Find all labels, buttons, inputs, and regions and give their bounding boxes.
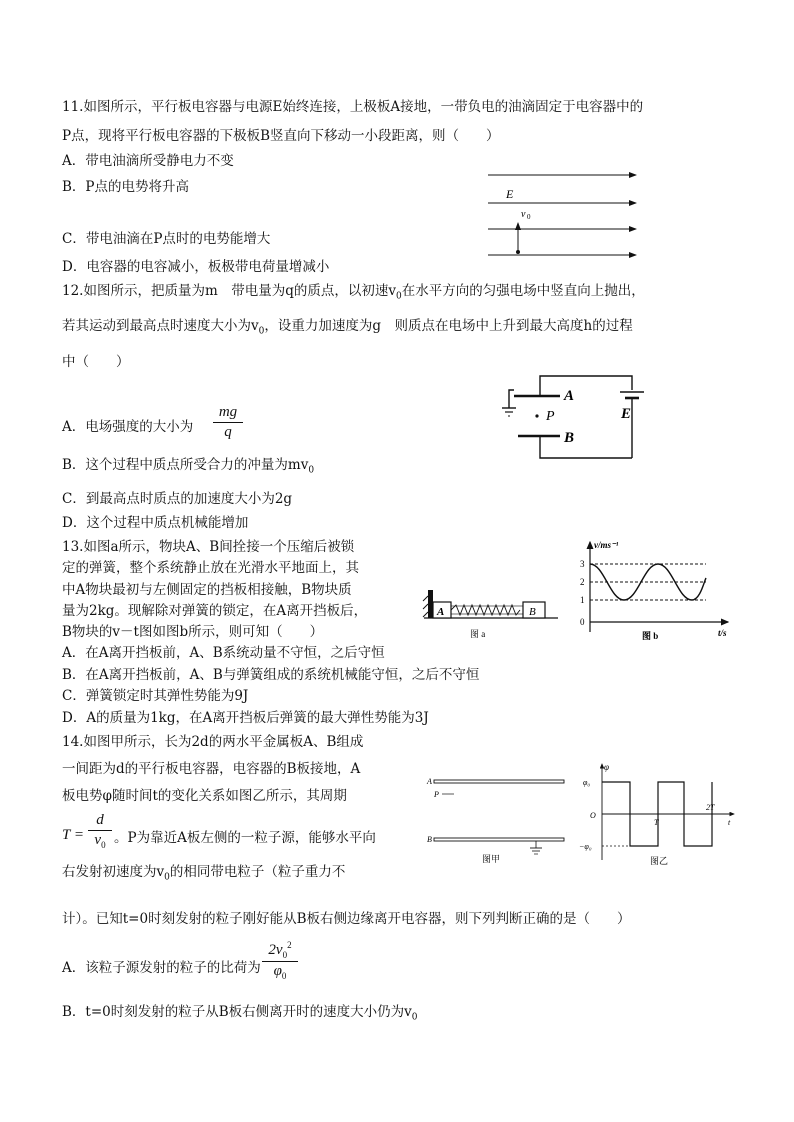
yi-label-phi: φ <box>604 762 609 772</box>
q14-stem-line1: 14.如图甲所示，长为2d的两水平金属板A、B组成 <box>62 734 364 750</box>
q13-stem-line2: 定的弹簧，整个系统静止放在光滑水平地面上，其 <box>62 560 359 576</box>
q11-option-c: C．带电油滴在P点时的电势能增大 <box>62 231 271 247</box>
capacitor-label-b: B <box>564 430 575 446</box>
yi-label-t-axis: t <box>728 818 731 827</box>
q14-option-a-fraction: $2v_0^2$ $\varphi_0$ <box>262 940 298 981</box>
yi-label-phi0: φ₀ <box>583 778 591 787</box>
yi-label-neg-phi0: −φ₀ <box>579 842 592 851</box>
square-wave-figure-yi <box>578 760 738 868</box>
jia-label-b: B <box>427 835 432 844</box>
electric-field-figure <box>484 165 644 270</box>
yi-label-2t: 2T <box>706 803 715 812</box>
figure-yi-caption: 图乙 <box>650 856 669 866</box>
field-label-e: E <box>506 187 514 201</box>
q12-stem-line3: 中（ ） <box>62 354 130 370</box>
capacitor-circuit-figure <box>492 370 662 465</box>
q13-option-d: D．A的质量为1kg，在A离开挡板后弹簧的最大弹性势能为3J <box>62 710 429 726</box>
field-label-v-sub: 0 <box>527 213 531 221</box>
q11-stem-line1: 11.如图所示，平行板电容器与电源E始终连接，上极板A接地，一带负电的油滴固定于电容器中的 <box>62 99 644 115</box>
figure-a-label-a: A <box>437 606 445 618</box>
q13-option-b: B．在A离开挡板前，A、B与弹簧组成的系统机械能守恒，之后不守恒 <box>62 667 480 683</box>
q12-stem-line1: 12.如图所示，把质量为m 带电量为q的质点，以初速$v_0$在水平方向的匀强电场中竖直向上抛出， <box>62 283 645 302</box>
vt-tick-2: 2 <box>580 577 585 587</box>
q12-stem-line2: 若其运动到最高点时速度大小为$v_0$，设重力加速度为g 则质点在电场中上升到最大高度h的过程 <box>62 318 633 337</box>
q14-stem-line3: 板电势φ随时间t的变化关系如图乙所示，其周期 <box>62 788 347 804</box>
capacitor-label-p: P <box>546 409 555 424</box>
figure-b-caption: 图 b <box>642 631 659 641</box>
q14-stem-line4: 。P为靠近A板左侧的一粒子源，能够水平向 <box>114 830 376 846</box>
q14-period-symbol: T = <box>62 827 84 843</box>
q12-option-a: A．电场强度的大小为 <box>62 419 194 435</box>
q11-option-a: A．带电油滴所受静电力不变 <box>62 153 234 169</box>
jia-label-p: P <box>434 790 439 799</box>
q13-option-c: C．弹簧锁定时其弹性势能为9J <box>62 688 249 704</box>
spring-blocks-figure-a <box>420 582 560 642</box>
q14-stem-line5: 右发射初速度为$v_0$的相同带电粒子（粒子重力不 <box>62 864 346 883</box>
jia-label-a: A <box>427 777 432 786</box>
yi-label-t-period: T <box>654 818 659 827</box>
q14-period-fraction: d $v_0$ <box>88 812 112 850</box>
q11-stem-line2: P点，现将平行板电容器的下极板B竖直向下移动一小段距离，则（ ） <box>62 128 500 144</box>
vt-graph-figure-b <box>566 538 736 644</box>
q13-stem-line1: 13.如图a所示，物块A、B间拴接一个压缩后被锁 <box>62 539 355 555</box>
figure-a-label-b: B <box>529 606 536 618</box>
q11-option-d: D．电容器的电容减小，板极带电荷量增减小 <box>62 259 330 275</box>
vt-tick-3: 3 <box>580 559 585 569</box>
q14-stem-line6: 计）。已知t=0时刻发射的粒子刚好能从B板右侧边缘离开电容器，则下列判断正确的是（ ） <box>62 911 631 927</box>
q13-stem-line4: 量为2kg。现解除对弹簧的锁定，在A离开挡板后， <box>62 603 368 619</box>
vt-graph-xlabel: t/s <box>718 628 727 638</box>
figure-jia-caption: 图甲 <box>482 854 501 864</box>
vt-tick-0: 0 <box>580 617 585 627</box>
q14-stem-line2: 一间距为d的平行板电容器，电容器的B板接地，A <box>62 761 361 777</box>
vt-graph-ylabel: v/ms⁻¹ <box>594 540 619 550</box>
vt-tick-1: 1 <box>580 595 585 605</box>
q12-option-d: D．这个过程中质点机械能增加 <box>62 515 249 531</box>
q11-option-b: B．P点的电势将升高 <box>62 179 190 195</box>
q13-stem-line3: 中A物块最初与左侧固定的挡板相接触，B物块质 <box>62 582 352 598</box>
q12-option-b: B．这个过程中质点所受合力的冲量为$mv_0$ <box>62 457 315 476</box>
q13-stem-line5: B物块的v－t图如图b所示，则可知（ ） <box>62 624 324 640</box>
yi-label-origin: O <box>590 811 596 820</box>
q14-option-b: B．t=0时刻发射的粒子从B板右侧离开时的速度大小仍为$v_0$ <box>62 1004 418 1023</box>
capacitor-label-a: A <box>564 388 575 404</box>
q12-option-c: C．到最高点时质点的加速度大小为2g <box>62 491 293 507</box>
capacitor-label-e: E <box>621 406 632 422</box>
q12-option-a-fraction: mg q <box>213 404 243 441</box>
parallel-plates-figure-jia <box>424 770 574 865</box>
figure-a-caption: 图 a <box>470 629 486 639</box>
field-label-v: v <box>521 209 526 220</box>
q14-option-a: A．该粒子源发射的粒子的比荷为 <box>62 960 261 976</box>
q13-option-a: A．在A离开挡板前，A、B系统动量不守恒，之后守恒 <box>62 645 385 661</box>
